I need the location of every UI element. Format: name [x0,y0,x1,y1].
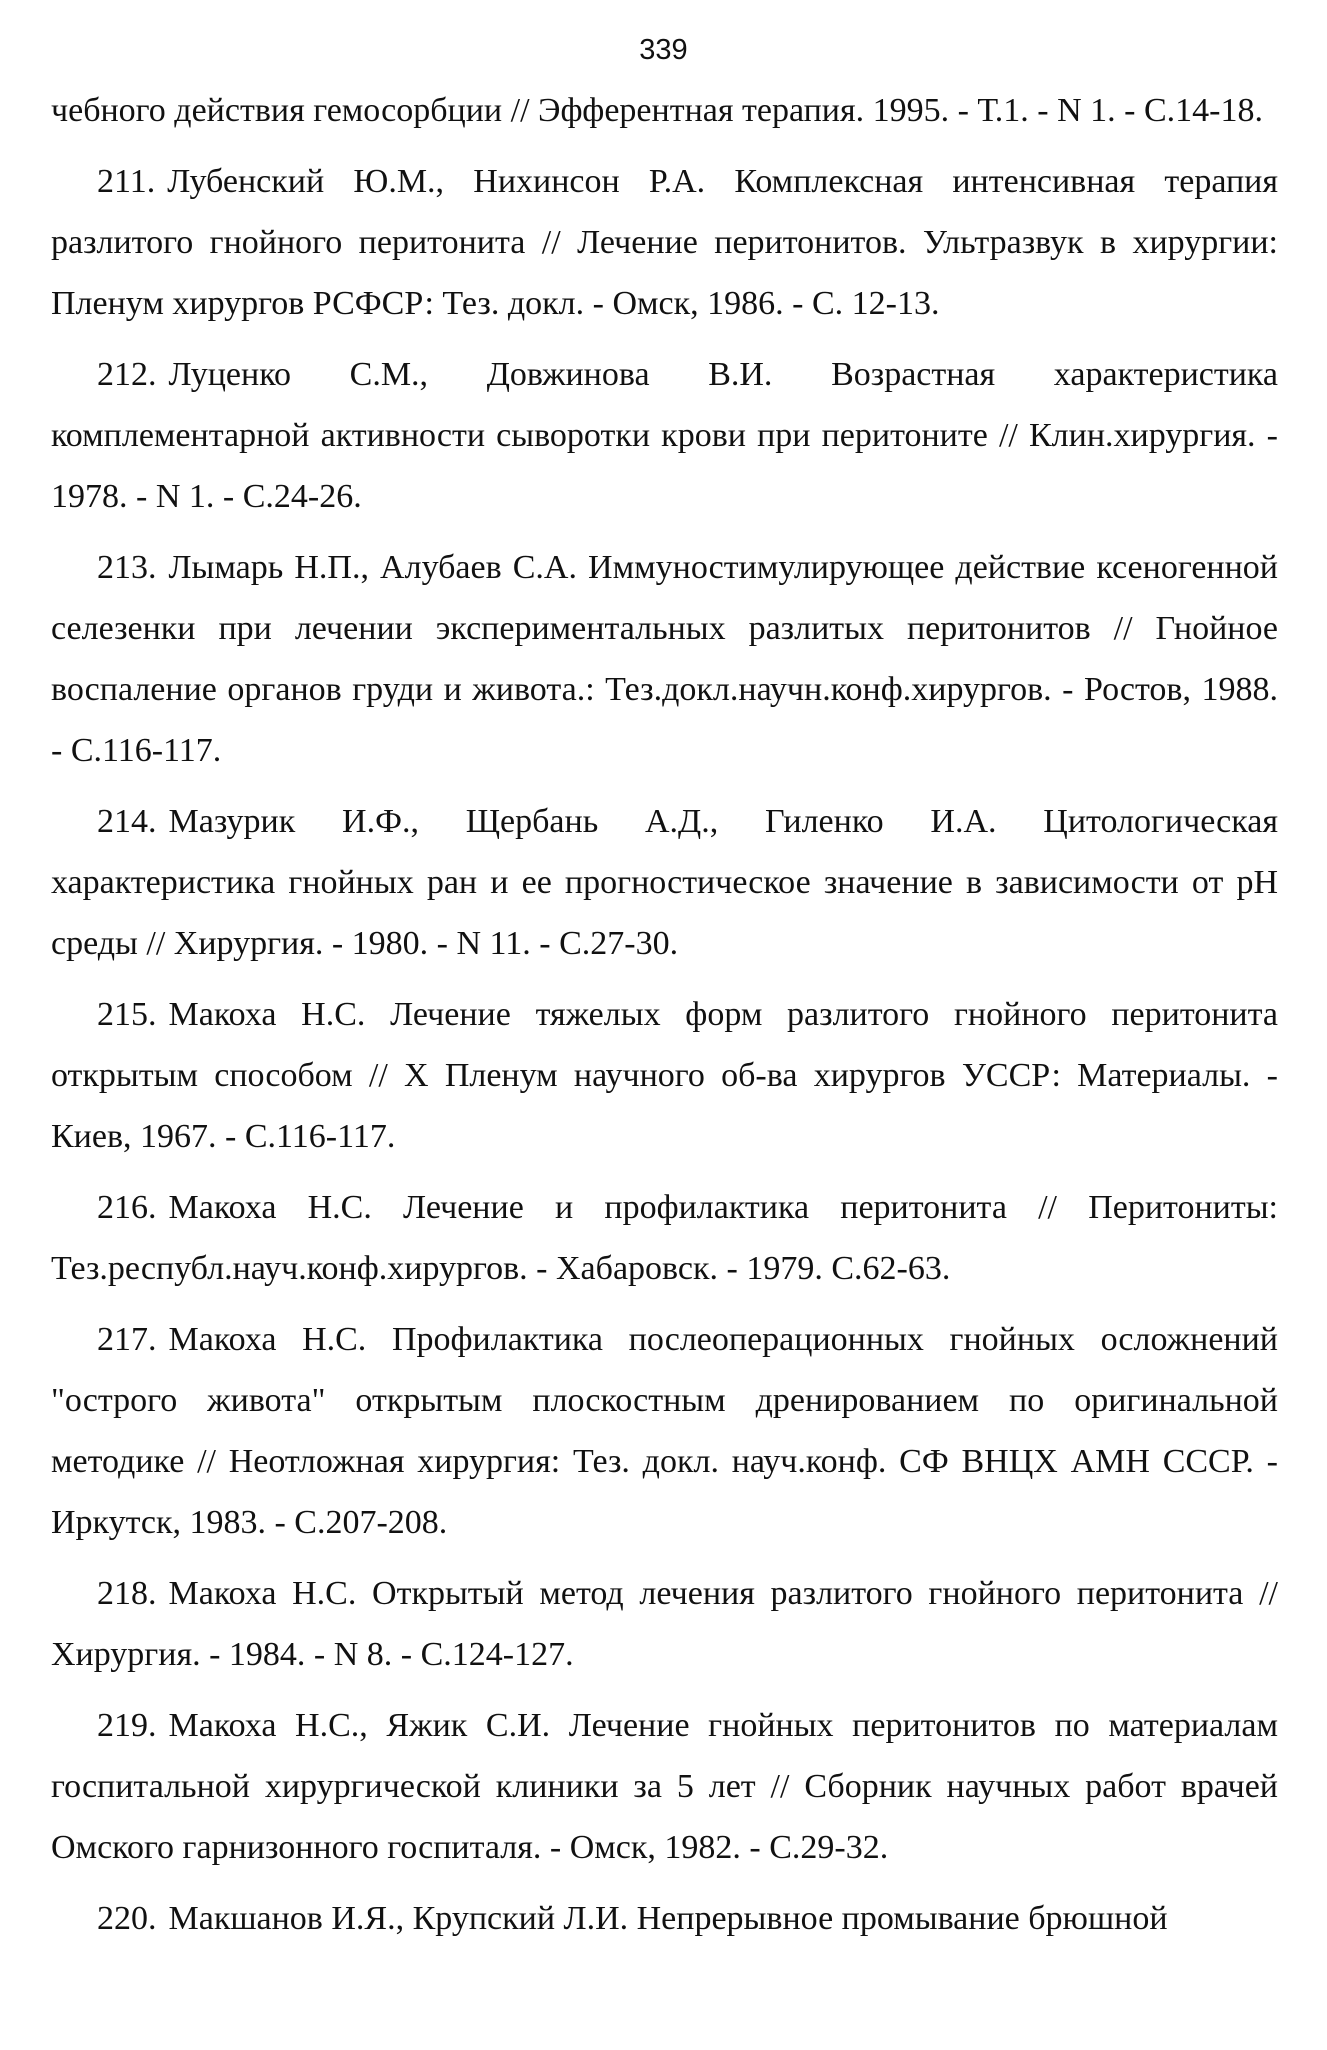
reference-number: 214. [97,803,157,840]
reference-text: Мазурик И.Ф., Щербань А.Д., Гиленко И.А. Цитологическая характеристика гнойных ран и ее прогностическое значение в зависимости от рН среды // Хирургия. - 1980. - N 11. - С.27-30. [51,803,1278,962]
reference-214 [51,791,1278,974]
reference-220 [51,1888,1278,1949]
reference-212 [51,344,1278,527]
reference-text: Макоха Н.С. Лечение тяжелых форм разлитого гнойного перитонита открытым способом // X Пленум научного об-ва хирургов УССР: Материалы. - Киев, 1967. - С.116-117. [51,996,1278,1155]
reference-text: Макоха Н.С. Лечение и профилактика перитонита // Перитониты: Тез.республ.науч.конф.хирургов. - Хабаровск. - 1979. С.62-63. [51,1189,1278,1287]
reference-219 [51,1695,1278,1878]
reference-number: 216. [97,1189,157,1226]
reference-text: Лубенский Ю.М., Нихинсон Р.А. Комплексная интенсивная терапия разлитого гнойного перитонита // Лечение перитонитов. Ультразвук в хирургии: Пленум хирургов РСФСР: Тез. докл. - Омск, 1986. - С. 12-13. [51,163,1278,322]
reference-211 [51,151,1278,334]
reference-text: Макоха Н.С., Яжик С.И. Лечение гнойных перитонитов по материалам госпитальной хирургической клиники за 5 лет // Сборник научных работ врачей Омского гарнизонного госпиталя. - Омск, 1982. - С.29-32. [51,1707,1278,1866]
reference-text: Луценко С.М., Довжинова В.И. Возрастная характеристика комплементарной активности сыворотки крови при перитоните // Клин.хирургия. - 1978. - N 1. - С.24-26. [51,356,1278,515]
reference-list [51,80,1278,1959]
reference-number: 211. [97,163,156,200]
reference-218 [51,1563,1278,1685]
reference-text: Лымарь Н.П., Алубаев С.А. Иммуностимулирующее действие ксеногенной селезенки при лечении экспериментальных разлитых перитонитов // Гнойное воспаление органов груди и живота.: Тез.докл.научн.конф.хирургов. - Ростов, 1988. - С.116-117. [51,549,1278,769]
reference-number: 212. [97,356,157,393]
reference-number: 215. [97,996,157,1033]
reference-text: Макоха Н.С. Профилактика послеоперационных гнойных осложнений "острого живота" открытым плоскостным дренированием по оригинальной методике // Неотложная хирургия: Тез. докл. науч.конф. СФ ВНЦХ АМН СССР. - Иркутск, 1983. - С.207-208. [51,1321,1278,1541]
reference-text: чебного действия гемосорбции // Эфферентная терапия. 1995. - Т.1. - N 1. - С.14-18. [51,92,1263,129]
reference-216 [51,1177,1278,1299]
page-number: 339 [639,34,688,66]
reference-215 [51,984,1278,1167]
reference-number: 220. [97,1900,157,1937]
reference-text: Макоха Н.С. Открытый метод лечения разлитого гнойного перитонита // Хирургия. - 1984. - N 8. - С.124-127. [51,1575,1278,1673]
reference-number: 218. [97,1575,157,1612]
reference-number: 217. [97,1321,157,1358]
reference-213 [51,537,1278,781]
reference-text: Макшанов И.Я., Крупский Л.И. Непрерывное промывание брюшной [168,1900,1168,1937]
reference-217 [51,1309,1278,1553]
reference-number: 219. [97,1707,157,1744]
reference-number: 213. [97,549,157,586]
reference-continuation [51,80,1278,141]
